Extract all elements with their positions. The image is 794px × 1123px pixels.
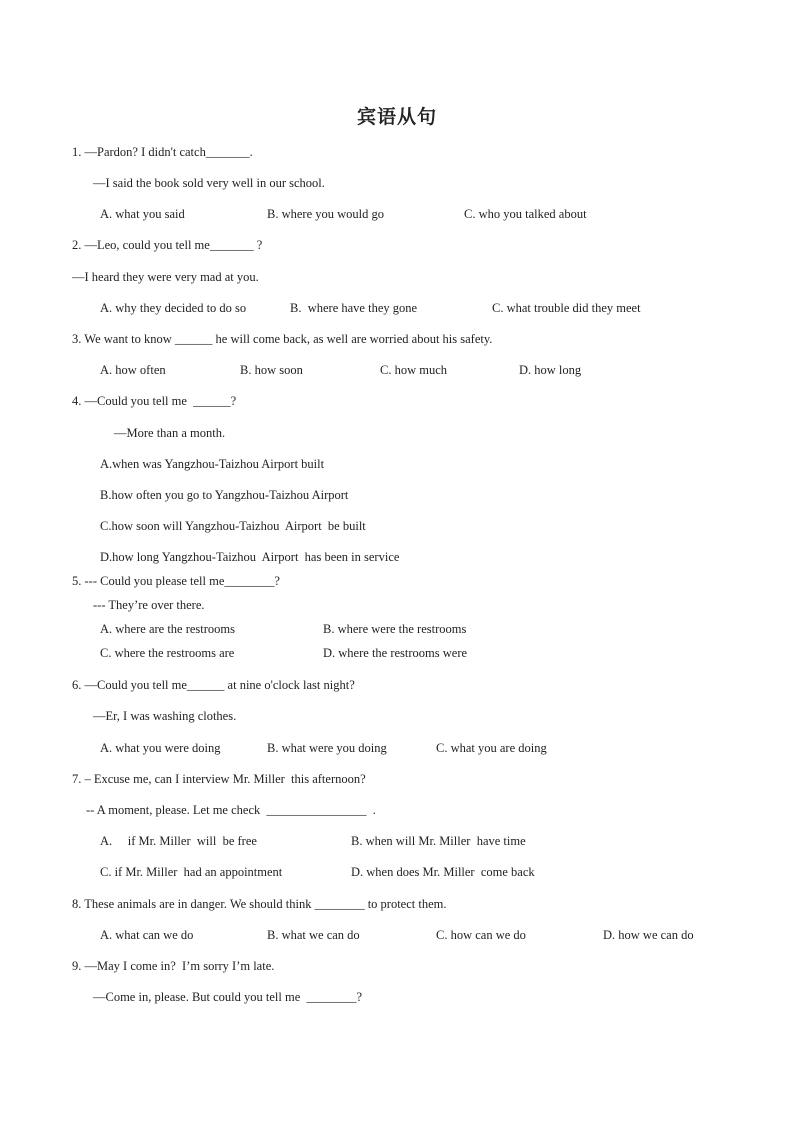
text-line: C. what you are doing [436,741,547,755]
text-line: C. where the restrooms are [100,646,235,660]
text-line: C. who you talked about [464,207,587,221]
text-line: A. how often [100,363,166,377]
text-line: B. what we can do [267,928,360,942]
text-line: 6. —Could you tell me______ at nine o'clock last night? [72,678,355,692]
text-line: --- They’re over there. [93,598,205,612]
text-line: B.how often you go to Yangzhou-Taizhou Airport [100,488,349,502]
text-line: —Er, I was washing clothes. [93,709,237,723]
text-line: C. if Mr. Miller had an appointment [100,865,283,879]
text-line: C. how much [380,363,448,377]
text-line: B. where have they gone [290,301,418,315]
text-line: —More than a month. [114,426,226,440]
text-line: 2. —Leo, could you tell me_______ ? [72,238,263,252]
text-line: B. where were the restrooms [323,622,467,636]
text-line: 7. – Excuse me, can I interview Mr. Miller this afternoon? [72,772,366,786]
text-line: 5. --- Could you please tell me________? [72,574,280,588]
text-line: B. where you would go [267,207,384,221]
text-line: B. how soon [240,363,303,377]
text-line: D. where the restrooms were [323,646,468,660]
text-line: A.when was Yangzhou-Taizhou Airport built [100,457,325,471]
text-line: D.how long Yangzhou-Taizhou Airport has been in service [100,550,400,564]
text-line: D. how long [519,363,582,377]
text-line: C. how can we do [436,928,526,942]
text-line: A. where are the restrooms [100,622,236,636]
text-line: 1. —Pardon? I didn't catch_______. [72,145,253,159]
text-line: —I said the book sold very well in our school. [93,176,325,190]
text-line: 9. —May I come in? I’m sorry I’m late. [72,959,275,973]
text-line: A. if Mr. Miller will be free [100,834,257,848]
text-line: C.how soon will Yangzhou-Taizhou Airport be built [100,519,366,533]
text-line: D. when does Mr. Miller come back [351,865,535,879]
text-line: A. what can we do [100,928,194,942]
text-line: -- A moment, please. Let me check ________________ . [86,803,376,817]
text-line: 3. We want to know ______ he will come back, as well are worried about his safety. [72,332,493,346]
text-line: 8. These animals are in danger. We should think ________ to protect them. [72,897,447,911]
text-line: A. why they decided to do so [100,301,247,315]
text-line: A. what you were doing [100,741,221,755]
text-line: —Come in, please. But could you tell me ________? [93,990,363,1004]
page-title: 宾语从句 [356,106,437,128]
text-line: —I heard they were very mad at you. [72,270,259,284]
text-line: C. what trouble did they meet [492,301,641,315]
text-line: D. how we can do [603,928,694,942]
text-line: B. when will Mr. Miller have time [351,834,526,848]
text-line: 4. —Could you tell me ______? [72,394,237,408]
text-line: A. what you said [100,207,185,221]
text-line: B. what were you doing [267,741,387,755]
